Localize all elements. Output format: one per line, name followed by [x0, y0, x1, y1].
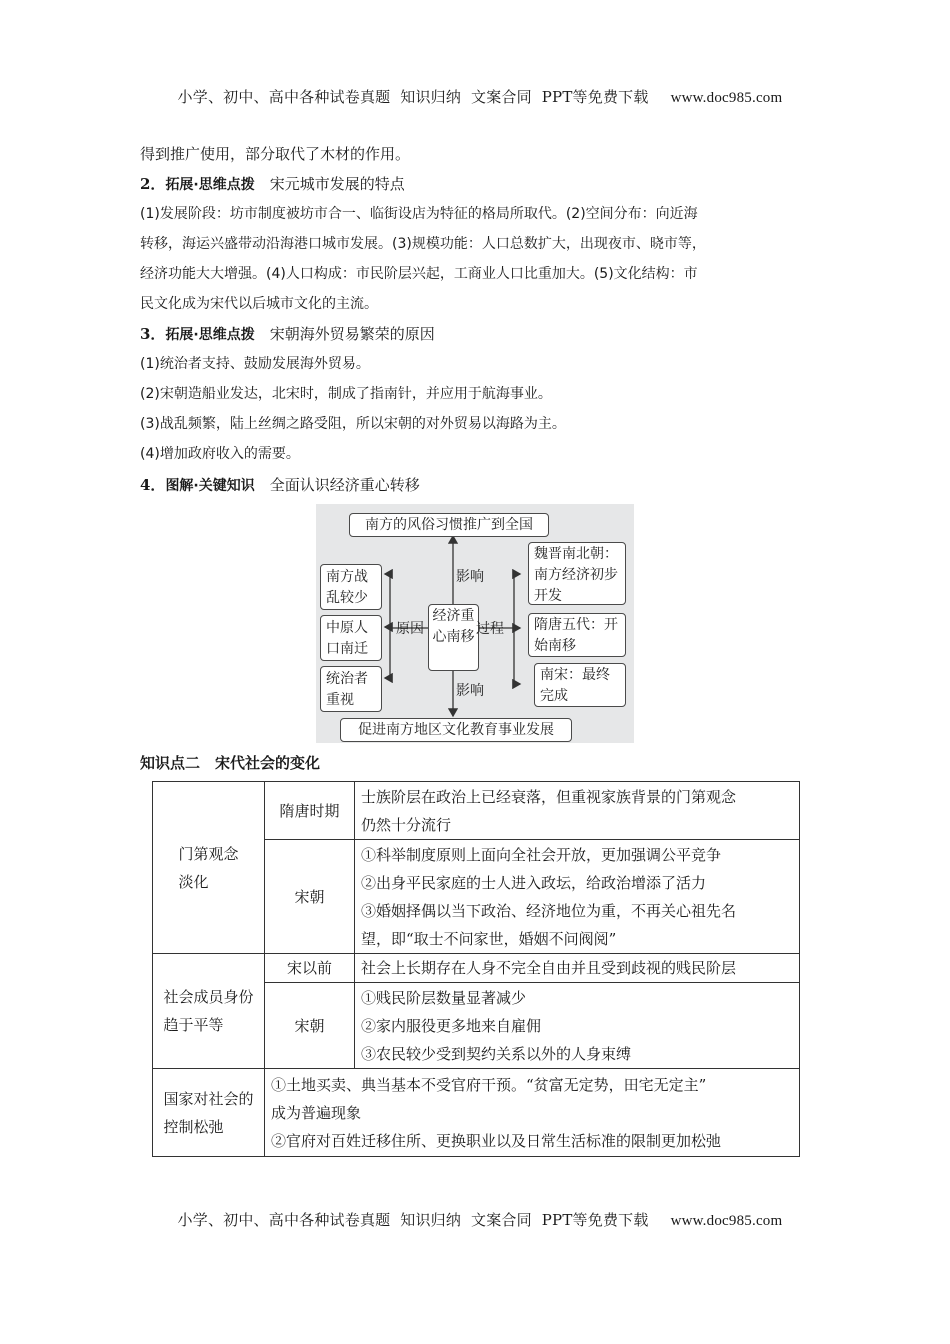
- section-4: [140, 470, 820, 500]
- knowledge-2-title: 知识点二 宋代社会的变化: [140, 754, 321, 772]
- category-cell: 社会成员身份趋于平等: [153, 954, 265, 1069]
- cause-box-3: 统治者重视: [320, 666, 382, 712]
- content-cell: ①科举制度原则上面向全社会开放，更加强调公平竞争 ②出身平民家庭的士人进入政坛，给政治增添了活力 ③婚姻择偶以当下政治、经济地位为重，不再关心祖先名 望，即“取士不问家世，婚姻不问阀阅”: [355, 840, 800, 954]
- section-3-item-1: (1)统治者支持、鼓励发展海外贸易。: [140, 356, 370, 372]
- footer-url[interactable]: www.doc985.com: [670, 1213, 783, 1229]
- section-2: [140, 169, 820, 319]
- label-cause: 原因: [396, 621, 424, 637]
- cause-box-2: 中原人口南迁: [320, 615, 382, 661]
- section-3-heading: 3．拓展·思维点拨 宋朝海外贸易繁荣的原因: [140, 325, 435, 343]
- period-cell: 宋以前: [265, 954, 355, 983]
- stage-box-2: 隋唐五代：开始南移: [528, 613, 626, 657]
- page-footer: [0, 1191, 950, 1230]
- table-row: [153, 954, 800, 983]
- page-header: [0, 68, 950, 107]
- period-cell: 宋朝: [265, 983, 355, 1069]
- section-3: [140, 319, 820, 469]
- label-influence-down: 影响: [456, 683, 484, 699]
- section-2-heading: 2．拓展·思维点拨 宋元城市发展的特点: [140, 175, 405, 193]
- section-2-line-1: (1)发展阶段：坊市制度被坊市合一、临街设店为特征的格局所取代。(2)空间分布：向近海: [140, 206, 698, 222]
- effect-box-top: 南方的风俗习惯推广到全国: [349, 513, 549, 537]
- stage-box-1: 魏晋南北朝：南方经济初步开发: [528, 542, 626, 605]
- label-process: 过程: [476, 621, 504, 637]
- footer-text: 小学、初中、高中各种试卷真题 知识归纳 文案合同 PPT等免费下载: [177, 1211, 649, 1229]
- economic-center-diagram: [316, 504, 634, 743]
- content-cell: 社会上长期存在人身不完全自由并且受到歧视的贱民阶层: [355, 954, 800, 983]
- section-2-line-2: 转移，海运兴盛带动沿海港口城市发展。(3)规模功能：人口总数扩大，出现夜市、晓市等，: [140, 236, 706, 252]
- effect-box-bottom: 促进南方地区文化教育事业发展: [340, 718, 572, 742]
- stage-box-3: 南宋：最终完成: [534, 663, 626, 707]
- period-cell: 宋朝: [265, 840, 355, 954]
- section-4-heading: 4．图解·关键知识 全面认识经济重心转移: [140, 476, 420, 494]
- section-3-item-2: (2)宋朝造船业发达，北宋时，制成了指南针，并应用于航海事业。: [140, 386, 552, 402]
- section-2-line-4: 民文化成为宋代以后城市文化的主流。: [140, 296, 378, 312]
- intro-line: 得到推广使用，部分取代了木材的作用。: [140, 145, 411, 163]
- category-cell: 国家对社会的控制松弛: [153, 1069, 265, 1157]
- category-cell: 门第观念淡化: [153, 782, 265, 954]
- content-cell: 士族阶层在政治上已经衰落，但重视家族背景的门第观念 仍然十分流行: [355, 782, 800, 840]
- header-url[interactable]: www.doc985.com: [670, 90, 783, 106]
- song-society-table: [152, 781, 800, 1157]
- section-2-line-3: 经济功能大大增强。(4)人口构成：市民阶层兴起，工商业人口比重加大。(5)文化结构：市: [140, 266, 698, 282]
- section-3-item-4: (4)增加政府收入的需要。: [140, 446, 300, 462]
- table-row: [153, 1069, 800, 1157]
- label-influence-up: 影响: [456, 569, 484, 585]
- table-row: [153, 782, 800, 840]
- center-box: 经济重心南移: [428, 604, 479, 671]
- period-cell: 隋唐时期: [265, 782, 355, 840]
- content-cell: ①土地买卖、典当基本不受官府干预。“贫富无定势，田宅无定主” 成为普遍现象 ②官府对百姓迁移住所、更换职业以及日常生活标准的限制更加松弛: [265, 1069, 800, 1157]
- intro-paragraph: [140, 139, 820, 169]
- content-cell: ①贱民阶层数量显著减少 ②家内服役更多地来自雇佣 ③农民较少受到契约关系以外的人身束缚: [355, 983, 800, 1069]
- section-3-item-3: (3)战乱频繁，陆上丝绸之路受阻，所以宋朝的对外贸易以海路为主。: [140, 416, 566, 432]
- header-text: 小学、初中、高中各种试卷真题 知识归纳 文案合同 PPT等免费下载: [177, 88, 649, 106]
- cause-box-1: 南方战乱较少: [320, 564, 382, 610]
